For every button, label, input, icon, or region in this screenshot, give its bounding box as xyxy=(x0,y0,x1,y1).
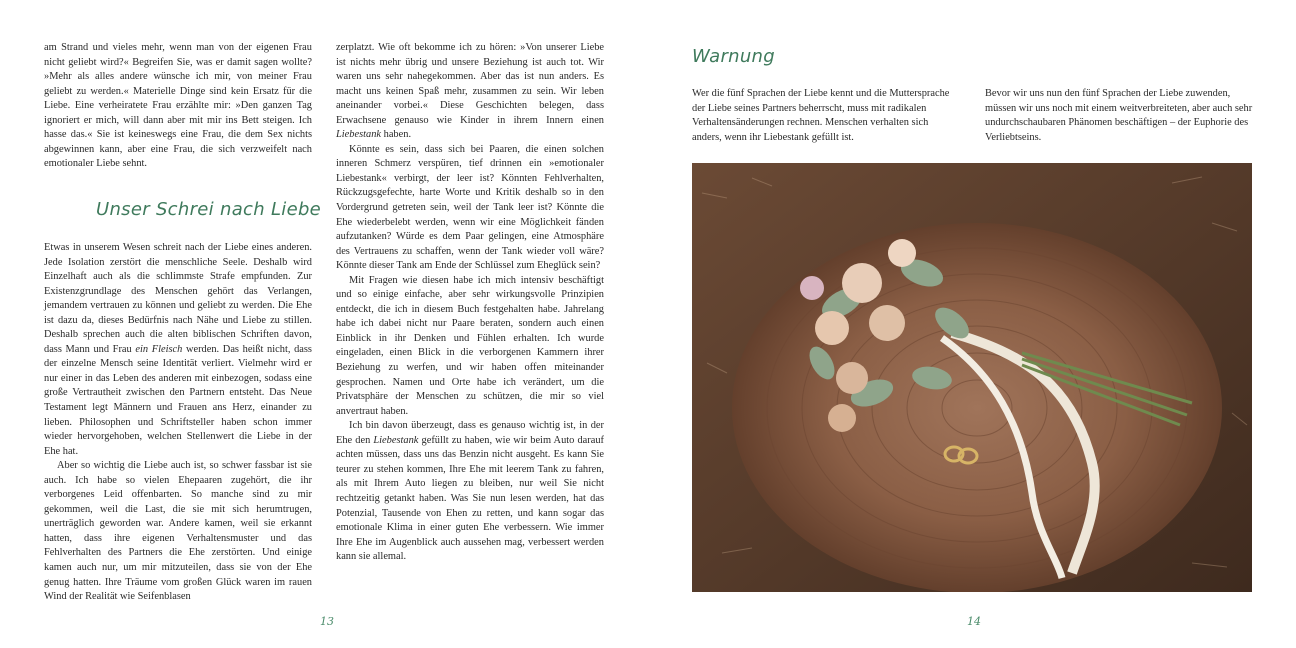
paragraph: Bevor wir uns nun den fünf Sprachen der Liebe zuwenden, müssen wir uns noch mit einem weitverbreiteten, aber auch sehr undurchschaubaren Phänomen beschäftigen – der Euphorie des Verliebtseins. xyxy=(985,88,1253,143)
emphasis: Liebestank xyxy=(373,434,419,446)
emphasis: ein Fleisch xyxy=(135,343,183,355)
paragraph: Ich bin davon überzeugt, dass es genauso wichtig ist, in der Ehe den Liebestank gefüllt zu haben, wie wir beim Auto darauf achten müssen, dass uns das Benzin nicht ausgeht. Es kann Sie teurer zu stehen kommen, Ihre Ehe mit leerem Tank zu fahren, als mit Ihrem Auto liegen zu bleiben, nur weil Sie nicht rechtzeitig getankt haben. Was Sie nun lesen werden, hat das Potenzial, Tausende von Ehen zu retten, und kann sogar das emotionale Klima in einer guten Ehe verbessern. Wie immer Ihre Ehe im Augenblick auch aussehen mag, verbessert werden kann sie allemal. xyxy=(336,420,604,563)
right-column-1 xyxy=(692,87,960,145)
left-column-2 xyxy=(336,41,604,565)
paragraph: Aber so wichtig die Liebe auch ist, so schwer fassbar ist sie auch. Ich habe so vielen Ehepaaren zugehört, die ihr verborgenes Leid offenbarten. So manche sind zu mir gekommen, weil die Last, die sie mit sich herumtrugen, unerträglich geworden war. Andere kamen, weil sie erkannt hatten, dass ihre eigenen Verhaltensmuster und das Fehlverhalten des Partners die Ehe zerstörten. Und einige kamen auch nur, um mir mitzuteilen, dass sie von der Ehe genug hatten. Ihre Träume vom großen Glück waren im rauen Wind der Realität wie Seifenblasen xyxy=(44,460,312,603)
page-number-right: 14 xyxy=(967,615,981,628)
right-column-2 xyxy=(985,87,1253,145)
section-heading-unser-schrei: Unser Schrei nach Liebe xyxy=(96,199,322,220)
paragraph: Wer die fünf Sprachen der Liebe kennt und die Muttersprache der Liebe seines Partners beherrscht, muss mit radikalen Verhaltensänderungen rechnen. Menschen verhalten sich anders, wenn ihr Liebestank gefüllt ist. xyxy=(692,88,950,143)
paragraph: Etwas in unserem Wesen schreit nach der Liebe eines anderen. Jede Isolation zerstört die menschliche Seele. Deshalb wird Einzelhaft auch als die schlimmste Strafe empfunden. Zur Existenzgrundlage des Menschen gehört das Verlangen, jemandem vertrauen zu können und geliebt zu werden. Die Ehe ist dazu da, dieses Bedürfnis nach Nähe und Liebe zu stillen. Deshalb sprechen auch die alten biblischen Schriften davon, dass Mann und Frau ein Fleisch werden. Das heißt nicht, dass der einzelne Mensch seine Identität verliert. Vielmehr wird er nur einer in das Leben des anderen mit einbezogen, sodass eine große Vertrautheit zwischen den Partnern entsteht. Das Neue Testament legt Männern und Frauen ans Herz, einander zu lieben. Philosophen und Schriftsteller haben schon immer wieder hervorgehoben, welchen Stellenwert die Liebe in der Ehe hat. xyxy=(44,242,312,457)
left-column-1-body xyxy=(44,241,312,605)
paragraph: Könnte es sein, dass sich bei Paaren, die einen solchen inneren Schmerz verspüren, tief drinnen ein »emotionaler Liebestank« verbirgt, der leer ist? Könnten Fehlverhalten, Rückzugsgefechte, harte Worte und Kritik deshalb so in den Vordergrund getreten sein, weil der Tank leer ist? Könnte die Ehe wiederbelebt werden, wenn wir eine Möglichkeit fänden aufzutanken? Würde es dem Paar gelingen, eine Atmosphäre des Vertrauens zu schaffen, wenn der Tank wieder voll wäre? Könnte dieser Tank am Ende der Schlüssel zum Eheglück sein? xyxy=(336,143,604,272)
paragraph: Mit Fragen wie diesen habe ich mich intensiv beschäftigt und so einige einfache, aber sehr wirkungsvolle Prinzipien entdeckt, die ich in diesem Buch festgehalten habe. Jahrelang habe ich dabei nicht nur Paare beraten, sondern auch einen Einblick in ihr Denken und Fühlen erhalten. Ich wurde eingeladen, einen Blick in die verborgenen Kammern ihrer Beziehung zu werfen, und wir haben offen miteinander gesprochen. Namen und Orte habe ich verändert, um die Privatsphäre der Menschen zu schützen, die mir so viel anvertraut haben. xyxy=(336,274,604,417)
emphasis: Liebestank xyxy=(336,129,382,141)
paragraph: am Strand und vieles mehr, wenn man von der eigenen Frau nicht geliebt wird?« Begreifen Sie, was er damit sagen wollte? »Mehr als alles andere wünsche ich mir, von meiner Frau geliebt zu werden.« Materielle Dinge sind kein Ersatz für die Liebe. Eine verheiratete Frau erzählte mir: »Den ganzen Tag ignoriert er mich, will dann aber mit mir ins Bett steigen. Ich hasse das.« Sie ist keineswegs eine Frau, die dem Sex nichts abgewinnen kann, aber eine Frau, die sich verzweifelt nach emotionaler Liebe sehnt. xyxy=(44,42,312,170)
bouquet-photo xyxy=(692,163,1252,592)
left-column-1 xyxy=(44,41,312,172)
page-number-left: 13 xyxy=(320,615,334,628)
section-heading-warnung: Warnung xyxy=(692,46,775,67)
paragraph: zerplatzt. Wie oft bekomme ich zu hören: »Von unserer Liebe ist nichts mehr übrig und unsere Beziehung ist auch tot. Wir waren uns sehr nahegekommen. Aber das ist nun anders. Es macht uns keinen Spaß mehr, zusammen zu sein. Wir leben aneinander vorbei.« Diese Geschichten belegen, dass Erwachsene genauso wie Kinder in ihrem Innern einen Liebestank haben. xyxy=(336,42,604,141)
